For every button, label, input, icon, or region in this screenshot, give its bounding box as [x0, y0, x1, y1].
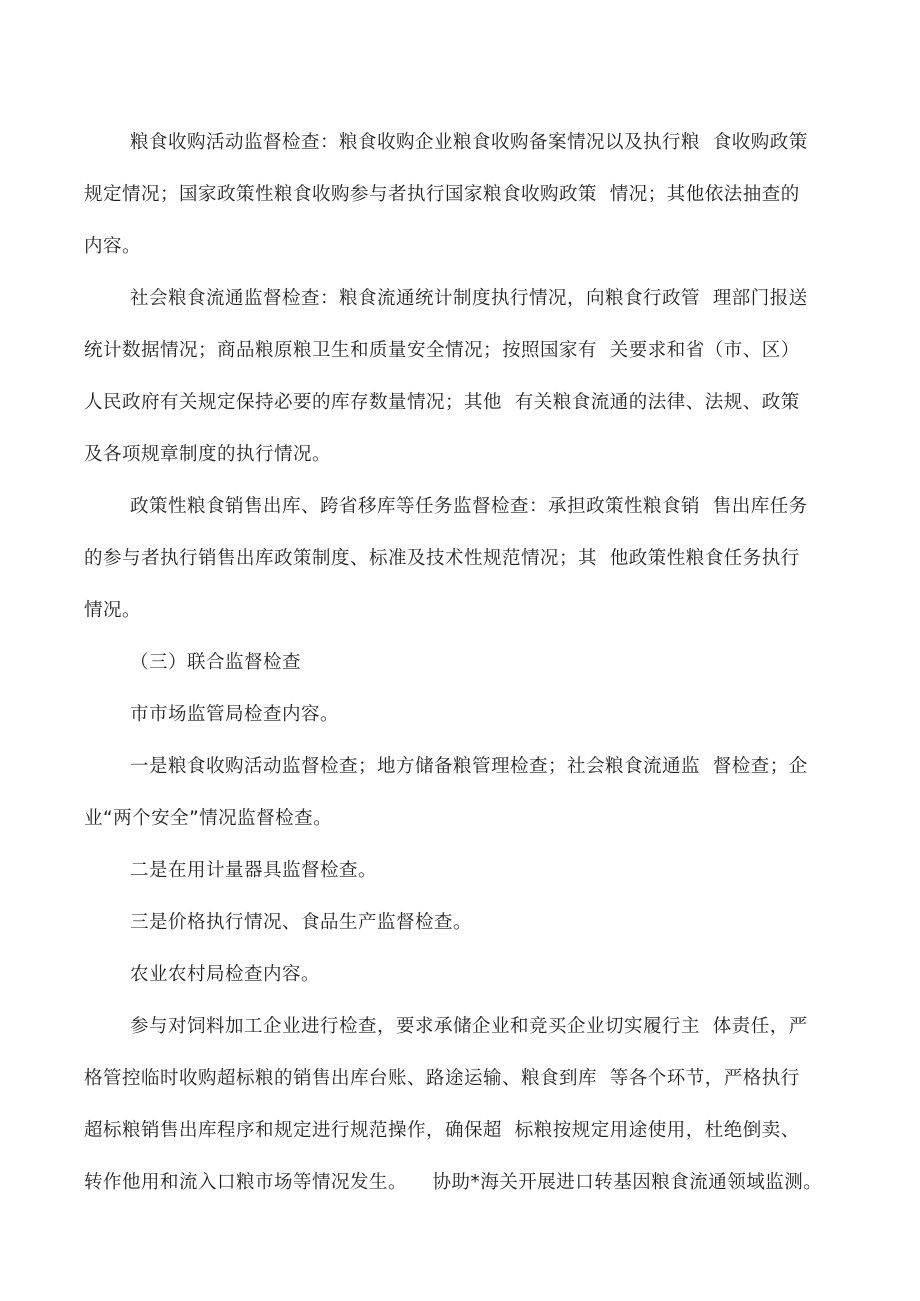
- text-line: 超标粮销售出库程序和规定进行规范操作，确保超 标粮按规定用途使用，杜绝倒卖、: [84, 1120, 800, 1141]
- text-line: 的参与者执行销售出库政策制度、标准及技术性规范情况；其 他政策性粮食任务执行: [84, 548, 800, 569]
- text-line: 人民政府有关规定保持必要的库存数量情况；其他 有关粮食流通的法律、法规、政策: [84, 392, 800, 413]
- text-line: 参与对饲料加工企业进行检查，要求承储企业和竞买企业切实履行主 体责任，严: [130, 1016, 808, 1037]
- text-line: 转作他用和流入口粮市场等情况发生。 协助*海关开展进口转基因粮食流通领域监测。: [84, 1172, 823, 1193]
- text-line: 及各项规章制度的执行情况。: [84, 444, 332, 465]
- text-line: 政策性粮食销售出库、跨省移库等任务监督检查：承担政策性粮食销 售出库任务: [130, 496, 808, 517]
- paragraph-item-two: 二是在用计量器具监督检查。: [130, 860, 378, 881]
- text-line: 社会粮食流通监督检查：粮食流通统计制度执行情况，向粮食行政管 理部门报送: [130, 288, 808, 309]
- text-line: 一是粮食收购活动监督检查；地方储备粮管理检查；社会粮食流通监 督检查；企: [130, 756, 808, 777]
- text-line: 格管控临时收购超标粮的销售出库台账、路途运输、粮食到库 等各个环节，严格执行: [84, 1068, 800, 1089]
- text-line: 业“两个安全”情况监督检查。: [84, 808, 333, 829]
- text-line: 情况。: [84, 600, 142, 621]
- paragraph-market-regulation-bureau: 市市场监管局检查内容。: [130, 704, 340, 725]
- paragraph-agriculture-bureau: 农业农村局检查内容。: [130, 964, 321, 985]
- text-line: 规定情况；国家政策性粮食收购参与者执行国家粮食收购政策 情况；其他依法抽查的: [84, 184, 800, 205]
- text-line: 内容。: [84, 236, 142, 257]
- section-heading: （三）联合监督检查: [130, 652, 302, 673]
- text-line: 粮食收购活动监督检查：粮食收购企业粮食收购备案情况以及执行粮 食收购政策: [130, 132, 808, 153]
- paragraph-item-three: 三是价格执行情况、食品生产监督检查。: [130, 912, 473, 933]
- text-line: 统计数据情况；商品粮原粮卫生和质量安全情况；按照国家有 关要求和省（市、区）: [84, 340, 800, 361]
